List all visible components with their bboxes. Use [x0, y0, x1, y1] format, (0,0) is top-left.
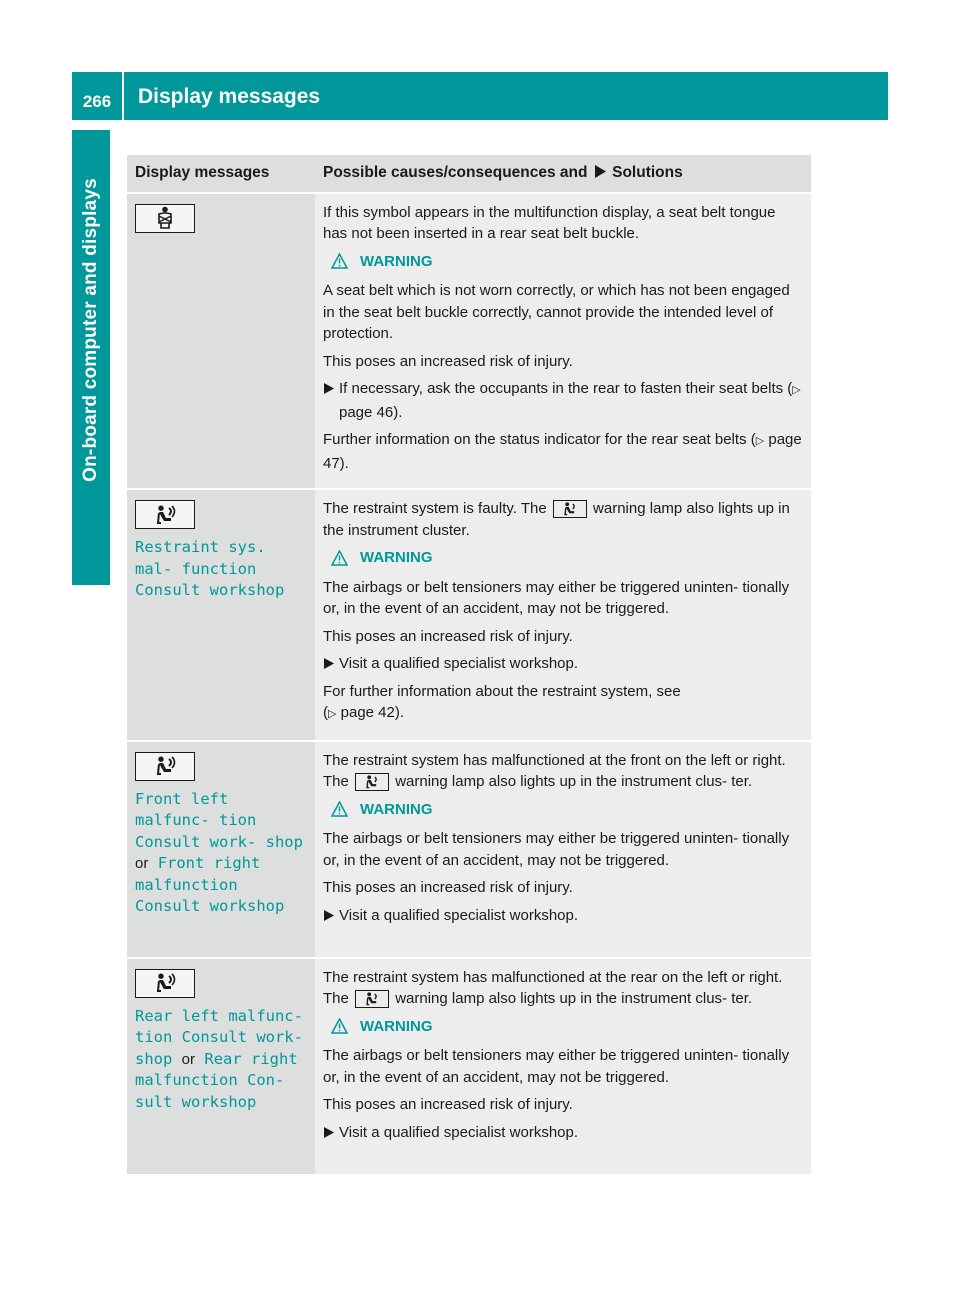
cause-text-b: warning lamp also lights up in the instrument cluster.	[323, 500, 790, 539]
message-cell	[127, 193, 315, 490]
solution-step	[323, 1122, 803, 1144]
causes-cell	[315, 489, 811, 741]
restraint-system-icon	[355, 990, 389, 1008]
causes-cell	[315, 193, 811, 490]
cause-text	[323, 498, 803, 541]
info-text: Further information on the status indicator for the rear seat belts (	[323, 431, 756, 448]
warning-heading	[331, 799, 803, 821]
display-messages-table	[127, 155, 811, 1176]
message-cell	[127, 958, 315, 1175]
arrow-right-icon	[324, 1127, 334, 1138]
warning-risk-text: This poses an increased risk of injury.	[323, 627, 573, 645]
warning-heading	[331, 1016, 803, 1038]
side-tab-label-wrap	[72, 130, 110, 530]
cause-text-a: The restraint system has malfunctioned at the rear on the left or right. The	[323, 968, 783, 1007]
message-cell	[127, 741, 315, 958]
col-header-causes-label: Possible causes/consequences and	[323, 164, 588, 181]
rear-seat-belt-icon	[135, 204, 195, 233]
or-text: or	[135, 855, 149, 872]
warning-label: WARNING	[360, 252, 433, 270]
col-header-messages: Display messages	[127, 155, 315, 193]
cause-text-b: warning lamp also lights up in the instrument clus‐ ter.	[395, 990, 753, 1007]
cause-text	[323, 750, 803, 793]
solution-step	[323, 378, 803, 423]
table-row	[127, 958, 811, 1175]
display-message	[135, 789, 307, 918]
restraint-system-icon	[553, 500, 587, 518]
display-message-b: Front right malfunction Consult workshop	[135, 854, 285, 915]
page-ref[interactable]: page 46).	[339, 403, 403, 421]
arrow-right-icon	[324, 910, 334, 921]
table-row	[127, 193, 811, 490]
table-row	[127, 741, 811, 958]
or-text: or	[181, 1050, 196, 1068]
restraint-system-icon	[355, 773, 389, 791]
arrow-right-icon	[324, 383, 334, 394]
warning-risk-text: This poses an increased risk of injury.	[323, 352, 573, 370]
solution-step	[323, 905, 803, 927]
cause-text	[323, 967, 803, 1010]
restraint-system-icon	[135, 500, 195, 529]
col-header-causes	[315, 155, 811, 193]
display-message-a: Front left malfunc‐ tion Consult work‐ shop	[135, 789, 303, 851]
col-header-solutions-label: Solutions	[612, 164, 683, 181]
solution-text: If necessary, ask the occupants in the rear to fasten their seat belts (	[339, 380, 793, 397]
arrow-right-icon	[324, 658, 334, 669]
cause-text-a: The restraint system has malfunctioned at the front on the left or right. The	[323, 751, 786, 790]
warning-text: A seat belt which is not worn correctly, or which has not been engaged in the seat belt buckle correctly, cannot provide the intended level of protection.	[323, 282, 790, 342]
restraint-system-icon	[135, 752, 195, 781]
warning-label: WARNING	[360, 800, 433, 818]
page-ref-icon: ▷	[792, 384, 801, 396]
header-bar	[72, 72, 888, 120]
side-tab-label: On-board computer and displays	[80, 178, 101, 482]
solution-step	[323, 653, 803, 675]
solution-text: Visit a qualified specialist workshop.	[339, 655, 579, 672]
display-message-a: Rear left malfunc‐ tion Consult work‐ shop	[135, 1006, 303, 1068]
warning-label: WARNING	[360, 1017, 433, 1035]
warning-triangle-icon	[331, 550, 348, 566]
page-ref-icon: ▷	[755, 435, 765, 447]
warning-heading	[331, 251, 803, 273]
warning-text: The airbags or belt tensioners may either be triggered uninten‐ tionally or, in the event of an accident, may not be triggered.	[323, 830, 790, 869]
display-message	[135, 1006, 307, 1114]
warning-triangle-icon	[331, 801, 348, 817]
further-info-text	[323, 429, 803, 474]
warning-risk-text: This poses an increased risk of injury.	[323, 1096, 573, 1113]
cause-text-a: The restraint system is faulty. The	[323, 500, 547, 517]
solution-text: Visit a qualified specialist workshop.	[339, 1123, 579, 1141]
warning-triangle-icon	[331, 1018, 348, 1034]
warning-triangle-icon	[331, 253, 348, 269]
cause-text: If this symbol appears in the multifunction display, a seat belt tongue has not been inserted in a rear seat belt buckle.	[323, 203, 776, 242]
restraint-system-icon	[135, 969, 195, 998]
warning-risk-text: This poses an increased risk of injury.	[323, 879, 573, 896]
page-ref-icon: ▷	[328, 708, 337, 720]
page-number: 266	[72, 72, 124, 120]
display-message-b: Rear right malfunction Con‐ sult workshop	[135, 1049, 298, 1111]
warning-text: The airbags or belt tensioners may either be triggered uninten‐ tionally or, in the event of an accident, may not be triggered.	[323, 1047, 790, 1086]
warning-heading	[331, 547, 803, 569]
page-ref[interactable]: page 42).	[340, 704, 405, 721]
display-message: Restraint sys. mal‐ function Consult workshop	[135, 538, 285, 599]
message-cell	[127, 489, 315, 741]
table-row	[127, 489, 811, 741]
page-ref[interactable]: page 47).	[323, 431, 802, 472]
cause-text-b: warning lamp also lights up in the instrument clus‐ ter.	[395, 773, 753, 790]
warning-label: WARNING	[360, 549, 433, 566]
arrow-right-icon	[594, 165, 606, 178]
solution-text: Visit a qualified specialist workshop.	[339, 906, 579, 924]
causes-cell	[315, 741, 811, 958]
page-title: Display messages	[138, 85, 321, 108]
warning-text: The airbags or belt tensioners may either be triggered uninten‐ tionally or, in the event of an accident, may not be triggered.	[323, 578, 790, 617]
causes-cell	[315, 958, 811, 1175]
further-info-text: For further information about the restraint system, see (▷ page 42).	[323, 682, 681, 721]
info-text: For further information about the restraint system, see	[323, 682, 681, 700]
